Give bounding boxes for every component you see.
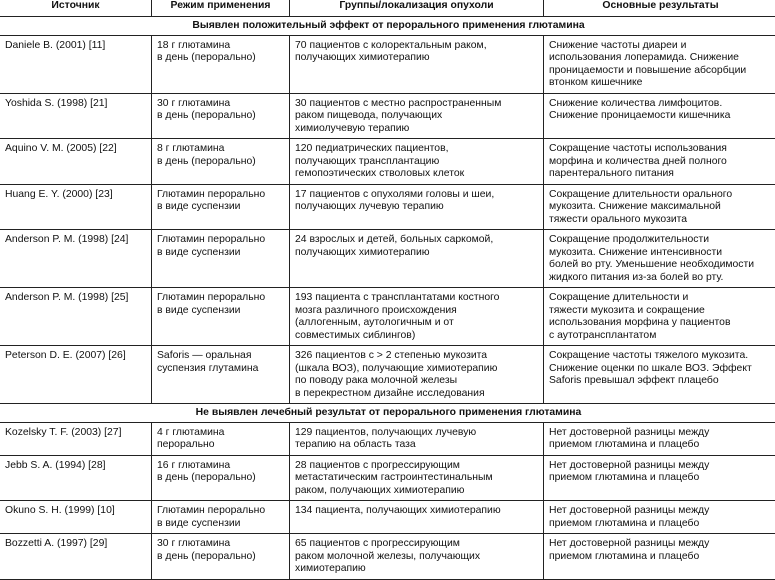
cell-line: в виде суспензии [157, 201, 284, 214]
results-cell [544, 455, 775, 501]
groups-cell [290, 288, 544, 346]
cell-line: Сокращение частоты тяжелого мукозита. [549, 350, 772, 363]
cell-line: Снижение количества лимфоцитов. [549, 98, 772, 111]
cell-line: Сокращение длительности орального [549, 189, 772, 202]
cell-line: Нет достоверной разницы между [549, 538, 772, 551]
cell-line: 129 пациентов, получающих лучевую [295, 427, 538, 440]
cell-line: Aquino V. M. (2005) [22] [5, 143, 146, 156]
cell-line: Bozzetti A. (1997) [29] [5, 538, 146, 551]
cell-line: 8 г глютамина [157, 143, 284, 156]
source-cell [0, 288, 152, 346]
cell-line: раком пищевода, получающих [295, 110, 538, 123]
header-groups: Группы/локализация опухоли [290, 0, 544, 17]
cell-line: использования морфина у пациентов [549, 317, 772, 330]
cell-line: в день (перорально) [157, 110, 284, 123]
cell-line: Нет достоверной разницы между [549, 505, 772, 518]
cell-line: проницаемости и повышение абсорбции [549, 65, 772, 78]
cell-line: использования лоперамида. Снижение [549, 52, 772, 65]
cell-line: получающих химиотерапию [295, 52, 538, 65]
cell-line: Снижение частоты диареи и [549, 40, 772, 53]
cell-line: 28 пациентов с прогрессирующим [295, 460, 538, 473]
regimen-cell [152, 534, 290, 580]
cell-line: 24 взрослых и детей, больных саркомой, [295, 234, 538, 247]
source-cell [0, 422, 152, 455]
cell-line: с аутотрансплантатом [549, 330, 772, 343]
source-cell [0, 93, 152, 139]
cell-line: суспензия глутамина [157, 363, 284, 376]
cell-line: Нет достоверной разницы между [549, 427, 772, 440]
cell-line: (шкала ВОЗ), получающие химиотерапию [295, 363, 538, 376]
cell-line: получающих лучевую терапию [295, 201, 538, 214]
regimen-cell [152, 501, 290, 534]
table-row [0, 534, 775, 580]
cell-line: 193 пациента с трансплантатами костного [295, 292, 538, 305]
table-row [0, 422, 775, 455]
cell-line: парентерального питания [549, 168, 772, 181]
cell-line: получающих трансплантацию [295, 156, 538, 169]
source-cell [0, 455, 152, 501]
cell-line: 326 пациентов с > 2 степенью мукозита [295, 350, 538, 363]
results-cell [544, 346, 775, 404]
cell-line: в день (перорально) [157, 52, 284, 65]
cell-line: 70 пациентов с колоректальным раком, [295, 40, 538, 53]
cell-line: 30 г глютамина [157, 98, 284, 111]
source-cell [0, 534, 152, 580]
cell-line: приемом глютамина и плацебо [549, 551, 772, 564]
header-results: Основные результаты [544, 0, 775, 17]
cell-line: раком, получающих химиотерапию [295, 485, 538, 498]
regimen-cell [152, 346, 290, 404]
cell-line: Глютамин перорально [157, 505, 284, 518]
results-cell [544, 422, 775, 455]
regimen-cell [152, 455, 290, 501]
source-cell [0, 230, 152, 288]
cell-line: 16 г глютамина [157, 460, 284, 473]
cell-line: Saforis превышал эффект плацебо [549, 375, 772, 388]
table-row [0, 501, 775, 534]
cell-line: совместимых сиблингов) [295, 330, 538, 343]
cell-line: болей во рту. Уменьшение необходимости [549, 259, 772, 272]
cell-line: 18 г глютамина [157, 40, 284, 53]
groups-cell [290, 35, 544, 93]
table-row [0, 93, 775, 139]
results-cell [544, 184, 775, 230]
cell-line: мукозита. Снижение максимальной [549, 201, 772, 214]
cell-line: химиолучевую терапию [295, 123, 538, 136]
results-cell [544, 230, 775, 288]
regimen-cell [152, 139, 290, 185]
header-source: Источник [0, 0, 152, 17]
cell-line: приемом глютамина и плацебо [549, 518, 772, 531]
cell-line: Anderson P. M. (1998) [25] [5, 292, 146, 305]
cell-line: Peterson D. E. (2007) [26] [5, 350, 146, 363]
cell-line: мукозита. Снижение интенсивности [549, 247, 772, 260]
regimen-cell [152, 35, 290, 93]
regimen-cell [152, 184, 290, 230]
cell-line: гемопоэтических стволовых клеток [295, 168, 538, 181]
source-cell [0, 501, 152, 534]
groups-cell [290, 534, 544, 580]
cell-line: морфина и количества дней полного [549, 156, 772, 169]
section-title: Выявлен положительный эффект от перорального применения глютамина [0, 17, 775, 36]
cell-line: раком молочной железы, получающих [295, 551, 538, 564]
cell-line: Глютамин перорально [157, 292, 284, 305]
cell-line: Anderson P. M. (1998) [24] [5, 234, 146, 247]
header-row [0, 0, 775, 17]
cell-line: перорально [157, 439, 284, 452]
cell-line: 4 г глютамина [157, 427, 284, 440]
cell-line: Yoshida S. (1998) [21] [5, 98, 146, 111]
table-row [0, 455, 775, 501]
cell-line: Снижение проницаемости кишечника [549, 110, 772, 123]
cell-line: Нет достоверной разницы между [549, 460, 772, 473]
regimen-cell [152, 288, 290, 346]
cell-line: в перекрестном дизайне исследования [295, 388, 538, 401]
cell-line: 30 г глютамина [157, 538, 284, 551]
cell-line: 65 пациентов с прогрессирующим [295, 538, 538, 551]
cell-line: жидкого питания из-за болей во рту. [549, 272, 772, 285]
cell-line: в виде суспензии [157, 247, 284, 260]
results-cell [544, 534, 775, 580]
cell-line: Kozelsky T. F. (2003) [27] [5, 427, 146, 440]
cell-line: тяжести орального мукозита [549, 214, 772, 227]
header-regimen: Режим применения [152, 0, 290, 17]
cell-line: в день (перорально) [157, 472, 284, 485]
cell-line: Глютамин перорально [157, 189, 284, 202]
results-cell [544, 35, 775, 93]
cell-line: (аллогенным, аутологичным и от [295, 317, 538, 330]
cell-line: приемом глютамина и плацебо [549, 472, 772, 485]
cell-line: втонком кишечнике [549, 77, 772, 90]
cell-line: Сокращение длительности и [549, 292, 772, 305]
cell-line: Saforis — оральная [157, 350, 284, 363]
cell-line: Снижение оценки по шкале ВОЗ. Эффект [549, 363, 772, 376]
section-row [0, 17, 775, 36]
cell-line: в виде суспензии [157, 305, 284, 318]
groups-cell [290, 139, 544, 185]
groups-cell [290, 501, 544, 534]
cell-line: 134 пациента, получающих химиотерапию [295, 505, 538, 518]
groups-cell [290, 184, 544, 230]
source-cell [0, 35, 152, 93]
groups-cell [290, 422, 544, 455]
cell-line: 120 педиатрических пациентов, [295, 143, 538, 156]
cell-line: Daniele B. (2001) [11] [5, 40, 146, 53]
table-row [0, 230, 775, 288]
cell-line: Jebb S. A. (1994) [28] [5, 460, 146, 473]
cell-line: тяжести мукозита и сокращение [549, 305, 772, 318]
cell-line: Сокращение продолжительности [549, 234, 772, 247]
section-row [0, 404, 775, 423]
cell-line: Глютамин перорально [157, 234, 284, 247]
cell-line: Сокращение частоты использования [549, 143, 772, 156]
regimen-cell [152, 93, 290, 139]
results-cell [544, 93, 775, 139]
table-row [0, 184, 775, 230]
groups-cell [290, 455, 544, 501]
cell-line: получающих химиотерапию [295, 247, 538, 260]
results-cell [544, 501, 775, 534]
cell-line: терапию на область таза [295, 439, 538, 452]
cell-line: химиотерапию [295, 563, 538, 576]
source-cell [0, 346, 152, 404]
table-row [0, 35, 775, 93]
regimen-cell [152, 230, 290, 288]
groups-cell [290, 93, 544, 139]
table-row [0, 139, 775, 185]
cell-line: Huang E. Y. (2000) [23] [5, 189, 146, 202]
cell-line: по поводу рака молочной железы [295, 375, 538, 388]
section-title: Не выявлен лечебный результат от перорального применения глютамина [0, 404, 775, 423]
results-cell [544, 139, 775, 185]
source-cell [0, 139, 152, 185]
cell-line: мозга различного происхождения [295, 305, 538, 318]
cell-line: 17 пациентов с опухолями головы и шеи, [295, 189, 538, 202]
cell-line: в день (перорально) [157, 551, 284, 564]
table-row [0, 346, 775, 404]
groups-cell [290, 346, 544, 404]
cell-line: в день (перорально) [157, 156, 284, 169]
source-cell [0, 184, 152, 230]
cell-line: Okuno S. H. (1999) [10] [5, 505, 146, 518]
groups-cell [290, 230, 544, 288]
cell-line: 30 пациентов с местно распространенным [295, 98, 538, 111]
regimen-cell [152, 422, 290, 455]
results-cell [544, 288, 775, 346]
cell-line: метастатическим гастроинтестинальным [295, 472, 538, 485]
cell-line: приемом глютамина и плацебо [549, 439, 772, 452]
cell-line: в виде суспензии [157, 518, 284, 531]
table-row [0, 288, 775, 346]
